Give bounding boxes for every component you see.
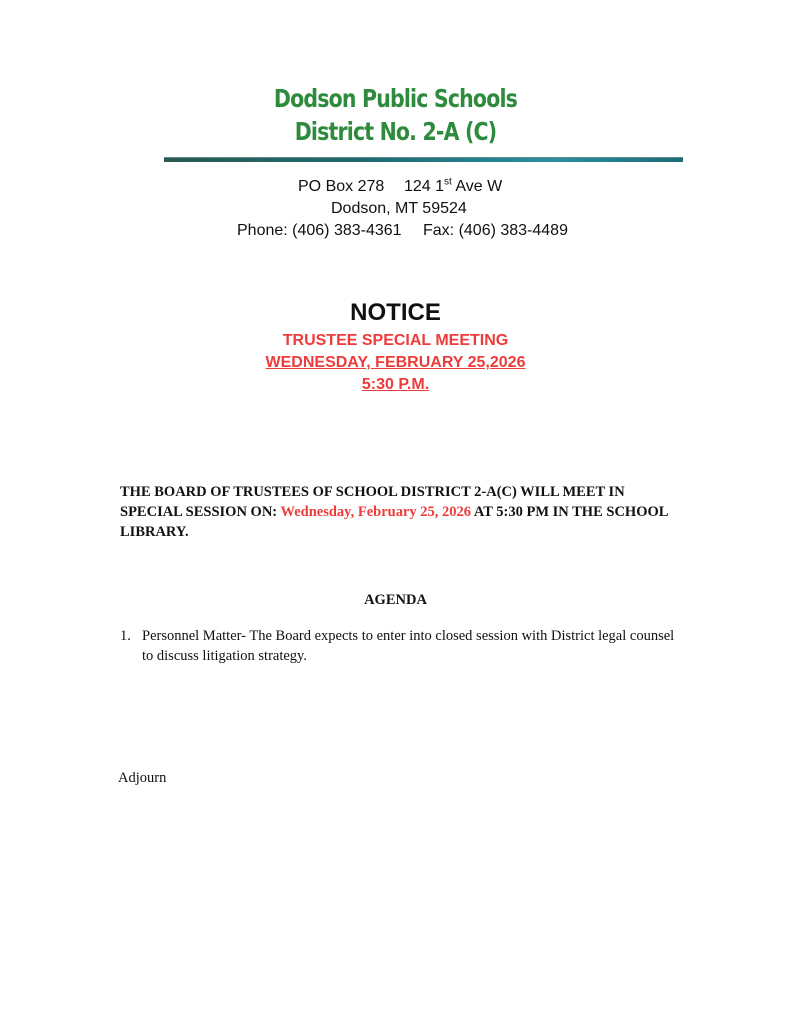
- meeting-date: WEDNESDAY, FEBRUARY 25,2026: [265, 354, 526, 371]
- announcement-text: THE BOARD OF TRUSTEES OF SCHOOL DISTRICT 2-A(C) WILL MEET IN SPECIAL SESSION ON:: [120, 484, 625, 520]
- agenda-item: [120, 626, 680, 666]
- header-divider: [164, 157, 683, 162]
- announcement-text-end: AT 5:30 PM IN THE SCHOOL LIBRARY.: [120, 504, 668, 540]
- agenda-item-text: Personnel Matter- The Board expects to enter into closed session with District legal counsel to discuss litigation strategy.: [142, 628, 675, 664]
- district-name: District No. 2-A (C): [294, 117, 497, 146]
- po-box: PO Box 278: [298, 178, 385, 195]
- city-state-zip: Dodson, MT 59524: [331, 200, 467, 217]
- notice-title: NOTICE: [350, 299, 441, 326]
- meeting-announcement: [120, 482, 680, 542]
- meeting-time: 5:30 P.M.: [361, 376, 430, 393]
- school-header: [0, 82, 791, 148]
- adjourn-text: Adjourn: [118, 770, 167, 786]
- agenda-item-number: 1.: [120, 628, 131, 644]
- agenda-heading: AGENDA: [364, 592, 427, 608]
- meeting-date-wrap: [0, 352, 791, 374]
- street-address: 124 1st Ave W: [404, 176, 503, 195]
- school-name: Dodson Public Schools: [273, 84, 518, 113]
- phone-number: Phone: (406) 383-4361: [237, 222, 402, 239]
- meeting-type: TRUSTEE SPECIAL MEETING: [282, 332, 509, 349]
- fax-number: Fax: (406) 383-4489: [423, 222, 568, 239]
- announcement-date: Wednesday, February 25, 2026: [280, 504, 472, 520]
- meeting-time-wrap: [0, 374, 791, 396]
